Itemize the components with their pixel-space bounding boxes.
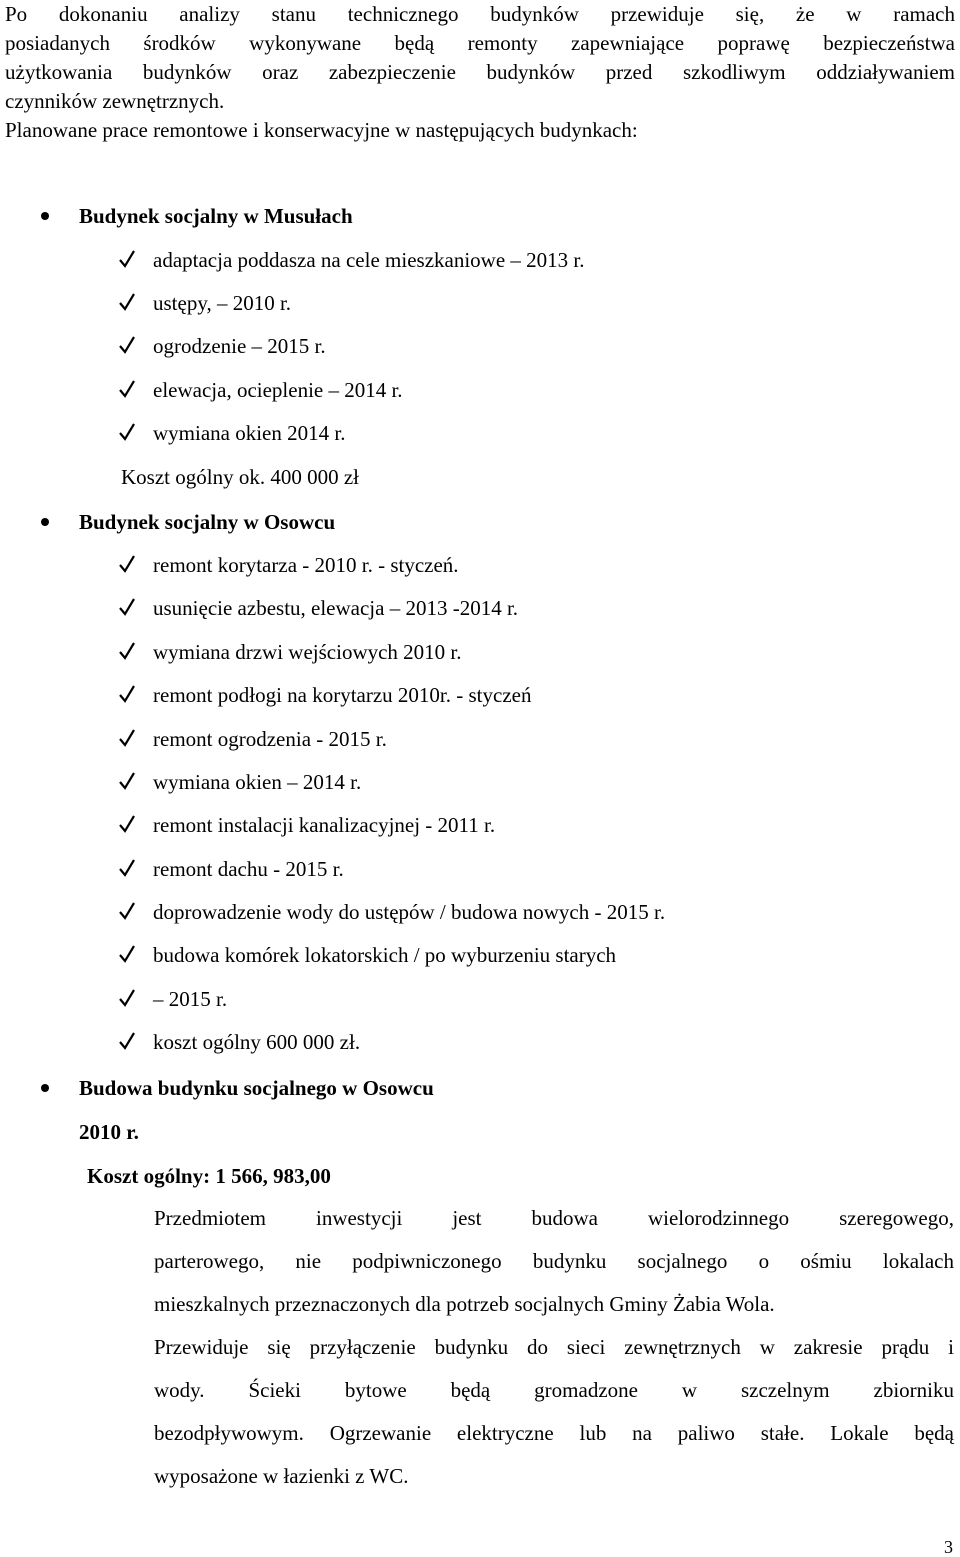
paragraph-line: wyposażone w łazienki z WC. bbox=[154, 1464, 409, 1488]
checkmark-icon bbox=[118, 640, 136, 662]
page-number: 3 bbox=[944, 1537, 953, 1557]
checkmark-icon bbox=[118, 987, 136, 1009]
checkmark-icon bbox=[118, 334, 136, 356]
list-item: doprowadzenie wody do ustępów / budowa nowych - 2015 r. bbox=[153, 900, 666, 924]
list-item: budowa komórek lokatorskich / po wyburzeniu starych bbox=[153, 943, 617, 967]
paragraph-line: wody. Ścieki bytowe będą gromadzone w szczelnym zbiorniku bbox=[154, 1378, 954, 1402]
investment-description bbox=[154, 1197, 954, 1498]
list-item: wymiana okien – 2014 r. bbox=[153, 770, 362, 794]
paragraph-line: Przedmiotem inwestycji jest budowa wielorodzinnego szeregowego, bbox=[154, 1206, 954, 1230]
intro-line: Planowane prace remontowe i konserwacyjne w następujących budynkach: bbox=[5, 118, 638, 142]
checkmark-icon bbox=[118, 291, 136, 313]
list-item: ogrodzenie – 2015 r. bbox=[153, 334, 326, 358]
checkmark-icon bbox=[118, 248, 136, 270]
list-item: adaptacja poddasza na cele mieszkaniowe – 2013 r. bbox=[153, 248, 585, 272]
intro-line: czynników zewnętrznych. bbox=[5, 89, 225, 113]
checkmark-icon bbox=[118, 857, 136, 879]
section-cost: Koszt ogólny: 1 566, 983,00 bbox=[87, 1164, 331, 1188]
checkmark-icon bbox=[118, 378, 136, 400]
checkmark-icon bbox=[118, 813, 136, 835]
list-item: remont korytarza - 2010 r. - styczeń. bbox=[153, 553, 459, 577]
checkmark-icon bbox=[118, 683, 136, 705]
checkmark-icon bbox=[118, 1030, 136, 1052]
paragraph-line: parterowego, nie podpiwniczonego budynku socjalnego o ośmiu lokalach bbox=[154, 1249, 954, 1273]
list-item: koszt ogólny 600 000 zł. bbox=[153, 1030, 361, 1054]
intro-line: użytkowania budynków oraz zabezpieczenie budynków przed szkodliwym oddziaływaniem bbox=[5, 60, 955, 84]
list-item: remont podłogi na korytarzu 2010r. - styczeń bbox=[153, 683, 532, 707]
intro-line: posiadanych środków wykonywane będą remonty zapewniające poprawę bezpieczeństwa bbox=[5, 31, 955, 55]
list-item: – 2015 r. bbox=[153, 987, 228, 1011]
checkmark-icon bbox=[118, 553, 136, 575]
paragraph-line: mieszkalnych przeznaczonych dla potrzeb socjalnych Gminy Żabia Wola. bbox=[154, 1292, 775, 1316]
list-item: usunięcie azbestu, elewacja – 2013 -2014 r. bbox=[153, 596, 519, 620]
checkmark-icon bbox=[118, 943, 136, 965]
bullet-icon bbox=[41, 518, 49, 526]
section-heading-construction: Budowa budynku socjalnego w Osowcu bbox=[79, 1076, 434, 1100]
section-heading-osowiec: Budynek socjalny w Osowcu bbox=[79, 510, 336, 534]
checkmark-icon bbox=[118, 421, 136, 443]
list-item: remont dachu - 2015 r. bbox=[153, 857, 344, 881]
list-item: wymiana drzwi wejściowych 2010 r. bbox=[153, 640, 462, 664]
section-cost: Koszt ogólny ok. 400 000 zł bbox=[121, 465, 359, 489]
list-item: ustępy, – 2010 r. bbox=[153, 291, 292, 315]
paragraph-line: bezodpływowym. Ogrzewanie elektryczne lub na paliwo stałe. Lokale będą bbox=[154, 1421, 954, 1445]
section-year: 2010 r. bbox=[79, 1120, 139, 1144]
list-item: elewacja, ocieplenie – 2014 r. bbox=[153, 378, 403, 402]
checkmark-icon bbox=[118, 900, 136, 922]
bullet-icon bbox=[41, 1084, 49, 1092]
list-item: remont instalacji kanalizacyjnej - 2011 r. bbox=[153, 813, 496, 837]
intro-line: Po dokonaniu analizy stanu technicznego budynków przewiduje się, że w ramach bbox=[5, 2, 955, 26]
list-item: remont ogrodzenia - 2015 r. bbox=[153, 727, 387, 751]
paragraph-line: Przewiduje się przyłączenie budynku do sieci zewnętrznych w zakresie prądu i bbox=[154, 1335, 954, 1359]
checkmark-icon bbox=[118, 770, 136, 792]
checkmark-icon bbox=[118, 596, 136, 618]
checkmark-icon bbox=[118, 727, 136, 749]
list-item: wymiana okien 2014 r. bbox=[153, 421, 346, 445]
bullet-icon bbox=[41, 212, 49, 220]
section-heading-musuly: Budynek socjalny w Musułach bbox=[79, 204, 353, 228]
intro-paragraph bbox=[5, 0, 955, 145]
